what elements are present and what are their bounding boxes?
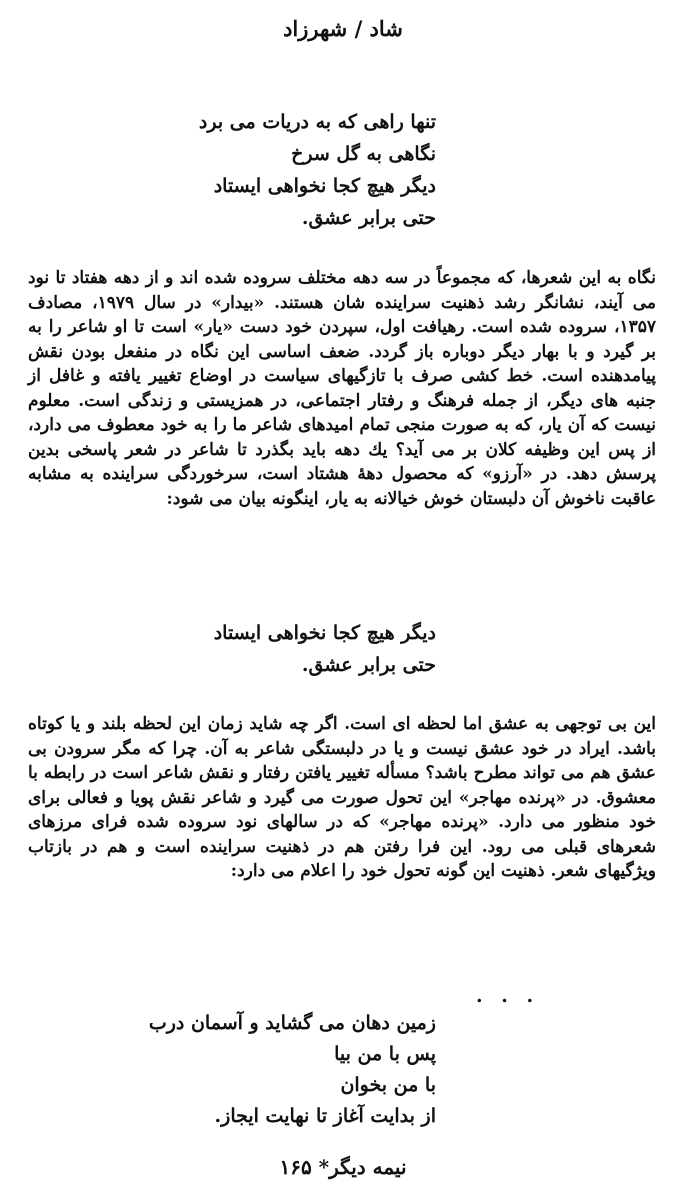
- poem-line: با من بخوان: [340, 1074, 436, 1096]
- page-footer: نیمه دیگر* ۱۶۵: [279, 1155, 407, 1179]
- poem-line: از بدایت آغاز تا نهایت ایجاز.: [214, 1105, 436, 1127]
- poem-line: پس با من بیا: [334, 1043, 436, 1065]
- poem-line: نگاهی به گل سرخ: [291, 143, 436, 165]
- poem-excerpt-2: [16, 617, 436, 681]
- poem-excerpt-1: [16, 106, 436, 234]
- ellipsis: . . .: [476, 985, 540, 1007]
- poem-line: زمین دهان می گشاید و آسمان درب: [148, 1012, 436, 1034]
- poem-line: دیگر هیچ کجا نخواهی ایستاد: [213, 175, 436, 197]
- poem-line: دیگر هیچ کجا نخواهی ایستاد: [213, 622, 436, 644]
- poem-line: تنها راهی که به دریات می برد: [198, 111, 436, 133]
- body-paragraph-2: این بی توجهی به عشق اما لحظه ای است. اگر چه شاید زمان این لحظه بلند و یا کوتاه باشد. ایراد در خود عشق نیست و یا در دلبستگی شاعر به آن. چرا که مگر سرودن بی عشق هم می تواند مطرح باشد؟ مسأله تغییر یافتن رفتار و نقش شاعر است در رابطه با معشوق. در «پرنده مهاجر» این تحول صورت می گیرد و شاعر نقش پویا و فعالی برای خود منظور می دارد. «پرنده مهاجر» که در سالهای نود سروده شده فرای مرزهای شعرهای قبلی می رود. این فرا رفتن هم در ذهنیت سراینده است و هم در بازتاب ویژگیهای شعر. ذهنیت این گونه تحول خود را اعلام می دارد:: [28, 714, 656, 881]
- page-title: شاد / شهرزاد: [283, 16, 403, 41]
- body-paragraph-1: نگاه به این شعرها، که مجموعاً در سه دهه مختلف سروده شده اند و از دهه هفتاد تا نود می آیند، نشانگر رشد ذهنیت سراینده شان هستند. «بیدار» در سال ۱۹۷۹، مصادف ۱۳۵۷، سروده شده است. رهیافت اول، سپردن خود دست «یار» است تا او شاعر را به بر گیرد و با بهار دیگر دوباره باز گردد. ضعف اساسی این نگاه در منفعل بودن نقش پیامدهنده است. خط کشی صرف با تازگیهای سیاست در اوضاع تغییر یافته و غافل از جنبه های دیگر، از جمله فرهنگ و رفتار اجتماعی، در همزیستی و زندگی است. معلوم نیست که آن یار، که به صورت منجی تمام امیدهای شاعر ما را به خود معطوف می دارد، از پس این وظیفه کلان بر می آید؟ یك دهه باید بگذرد تا شاعر در شعر پاسخی بدین پرسش دهد. در «آرزو» که محصول دههٔ هشتاد است، سرخوردگی سراینده به مشابه عاقبت ناخوش آن دلبستان خوش خیالانه به یار، اینگونه بیان می شود:: [28, 268, 656, 509]
- poem-line: حتی برابر عشق.: [301, 207, 436, 229]
- poem-line: حتی برابر عشق.: [301, 654, 436, 676]
- poem-excerpt-3: [16, 1008, 436, 1132]
